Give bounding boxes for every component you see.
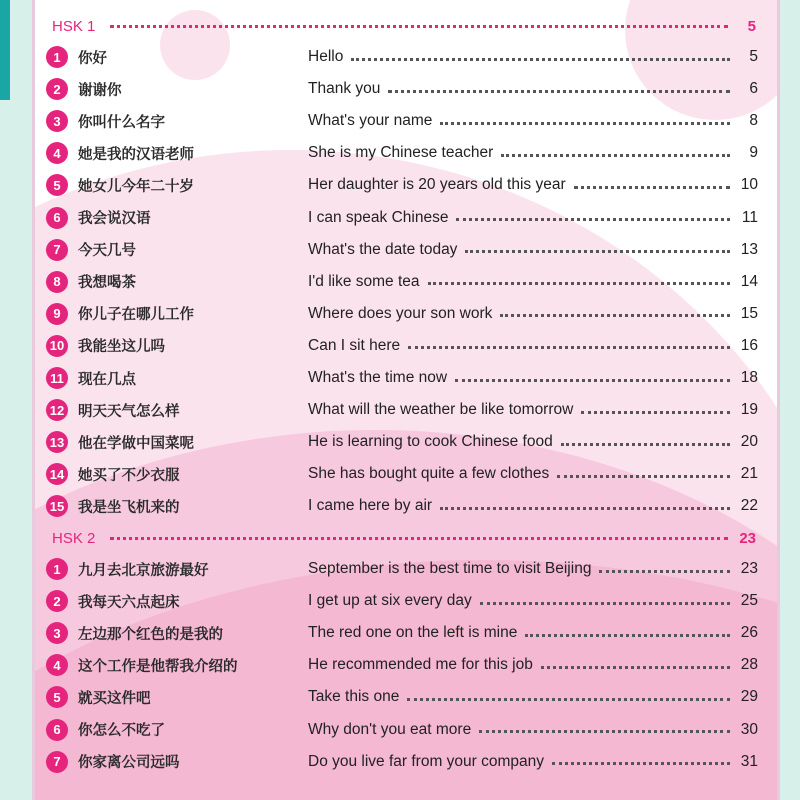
lesson-title-chinese: 就买这件吧 — [78, 690, 151, 707]
lesson-title-group — [308, 401, 758, 419]
lesson-number-badge: 2 — [46, 590, 68, 612]
lesson-title-chinese: 今天几号 — [78, 243, 136, 260]
lesson-number-badge: 14 — [46, 463, 68, 485]
lesson-page-number: 14 — [740, 272, 758, 290]
lesson-title-english: She has bought quite a few clothes — [308, 465, 550, 483]
lesson-title-english: She is my Chinese teacher — [308, 144, 494, 162]
lesson-page-number: 26 — [740, 624, 758, 642]
lesson-title-group — [308, 48, 758, 66]
lesson-row[interactable] — [46, 364, 758, 392]
dotted-leader — [480, 602, 730, 605]
lesson-title-english: Thank you — [308, 80, 381, 98]
lesson-number-badge: 3 — [46, 110, 68, 132]
lesson-row[interactable] — [46, 492, 758, 520]
lesson-number-badge: 11 — [46, 367, 68, 389]
lesson-title-english: I get up at six every day — [308, 592, 472, 610]
dotted-leader — [581, 411, 730, 414]
lesson-title-english: What will the weather be like tomorrow — [308, 401, 574, 419]
dotted-leader — [525, 634, 730, 637]
lesson-row[interactable] — [46, 396, 758, 424]
lesson-page-number: 20 — [740, 433, 758, 451]
lesson-row[interactable] — [46, 332, 758, 360]
section-page-number: 23 — [739, 529, 756, 547]
lesson-page-number: 5 — [749, 48, 758, 65]
lesson-title-english: September is the best time to visit Beijing — [308, 560, 592, 577]
lesson-title-chinese: 我是坐飞机来的 — [78, 499, 180, 516]
lesson-title-group — [308, 176, 758, 194]
lesson-title-english: Why don't you eat more — [308, 720, 472, 738]
lesson-page-number: 6 — [749, 80, 758, 98]
lesson-number-badge: 1 — [46, 46, 68, 68]
section-page-number: 5 — [747, 17, 756, 35]
lesson-title-group — [308, 80, 758, 98]
lesson-title-english: What's the time now — [308, 369, 448, 386]
lesson-row[interactable] — [46, 428, 758, 456]
lesson-row[interactable] — [46, 716, 758, 744]
lesson-title-chinese: 谢谢你 — [78, 82, 122, 99]
lesson-title-group — [308, 337, 758, 355]
section-label: HSK 1 — [52, 17, 96, 35]
dotted-leader — [110, 25, 728, 28]
lesson-title-chinese: 你怎么不吃了 — [78, 723, 165, 739]
lesson-title-english: He recommended me for this job — [308, 656, 533, 674]
lesson-title-group — [308, 465, 758, 483]
lesson-title-chinese: 他在学做中国菜呢 — [78, 435, 194, 452]
lesson-page-number: 23 — [740, 560, 758, 577]
lesson-title-group — [308, 241, 758, 259]
lesson-row[interactable] — [46, 619, 758, 647]
dotted-leader — [574, 186, 730, 189]
lesson-row[interactable] — [46, 748, 758, 776]
lesson-title-group — [308, 144, 758, 162]
lesson-title-english: He is learning to cook Chinese food — [308, 433, 553, 451]
lesson-title-chinese: 你叫什么名字 — [78, 114, 165, 131]
lesson-title-group — [308, 497, 758, 515]
lesson-row[interactable] — [46, 171, 758, 199]
lesson-row[interactable] — [46, 236, 758, 264]
dotted-leader — [388, 90, 730, 93]
dotted-leader — [599, 570, 730, 573]
lesson-page-number: 21 — [740, 465, 758, 483]
lesson-row[interactable] — [46, 204, 758, 232]
lesson-title-group — [308, 560, 758, 578]
lesson-row[interactable] — [46, 683, 758, 711]
lesson-number-badge: 5 — [46, 686, 68, 708]
dotted-leader — [455, 379, 730, 382]
lesson-title-english: Her daughter is 20 years old this year — [308, 176, 566, 194]
lesson-number-badge: 2 — [46, 78, 68, 100]
lesson-title-group — [308, 209, 758, 227]
lesson-page-number: 13 — [740, 240, 758, 258]
dotted-leader — [408, 346, 730, 349]
lesson-page-number: 30 — [740, 720, 758, 738]
lesson-page-number: 31 — [740, 752, 758, 770]
lesson-page-number: 18 — [740, 369, 758, 386]
teal-edge-strip — [0, 0, 10, 100]
lesson-title-chinese: 这个工作是他帮我介绍的 — [78, 658, 238, 675]
lesson-title-english: Where does your son work — [308, 304, 493, 322]
lesson-title-chinese: 你儿子在哪儿工作 — [78, 307, 194, 324]
lesson-title-chinese: 明天天气怎么样 — [78, 403, 180, 420]
lesson-number-badge: 4 — [46, 654, 68, 676]
dotted-leader — [500, 314, 730, 317]
lesson-title-english: I'd like some tea — [308, 272, 420, 290]
lesson-number-badge: 5 — [46, 174, 68, 196]
dotted-leader — [465, 250, 730, 253]
lesson-title-chinese: 她是我的汉语老师 — [78, 146, 194, 163]
lesson-title-english: What's your name — [308, 112, 433, 130]
dotted-leader — [501, 154, 730, 157]
lesson-title-group — [308, 688, 758, 706]
lesson-page-number: 8 — [749, 112, 758, 130]
lesson-row[interactable] — [46, 139, 758, 167]
lesson-title-chinese: 我想喝茶 — [78, 275, 136, 292]
lesson-title-group — [308, 433, 758, 451]
lesson-page-number: 29 — [740, 688, 758, 706]
lesson-title-chinese: 我能坐这儿吗 — [78, 339, 165, 356]
lesson-number-badge: 15 — [46, 495, 68, 517]
lesson-title-group — [308, 753, 758, 771]
lesson-row[interactable] — [46, 300, 758, 328]
lesson-title-chinese: 我每天六点起床 — [78, 594, 180, 611]
lesson-page-number: 22 — [740, 497, 758, 515]
lesson-title-chinese: 你好 — [78, 50, 107, 67]
lesson-title-group — [308, 721, 758, 739]
lesson-number-badge: 1 — [46, 558, 68, 580]
lesson-number-badge: 8 — [46, 271, 68, 293]
lesson-number-badge: 10 — [46, 335, 68, 357]
section-header[interactable] — [52, 15, 756, 37]
lesson-row[interactable] — [46, 268, 758, 296]
lesson-title-english: Can I sit here — [308, 336, 401, 354]
lesson-row[interactable] — [46, 555, 758, 583]
lesson-page-number: 11 — [741, 208, 758, 226]
lesson-title-chinese: 左边那个红色的是我的 — [78, 626, 223, 643]
lesson-page-number: 9 — [749, 144, 758, 162]
lesson-number-badge: 4 — [46, 142, 68, 164]
dotted-leader — [456, 218, 730, 221]
lesson-title-group — [308, 112, 758, 130]
lesson-title-group — [308, 592, 758, 610]
lesson-title-chinese: 现在几点 — [78, 371, 136, 388]
lesson-page-number: 16 — [740, 336, 758, 354]
lesson-page-number: 10 — [740, 176, 758, 194]
lesson-page-number: 19 — [740, 401, 758, 419]
lesson-title-group — [308, 624, 758, 642]
lesson-title-chinese: 九月去北京旅游最好 — [78, 562, 209, 579]
lesson-row[interactable] — [46, 43, 758, 71]
lesson-title-english: Hello — [308, 48, 344, 65]
lesson-page-number: 15 — [740, 304, 758, 322]
lesson-title-english: Take this one — [308, 688, 400, 706]
dotted-leader — [110, 537, 728, 540]
lesson-page-number: 28 — [740, 656, 758, 674]
lesson-row[interactable] — [46, 75, 758, 103]
lesson-title-chinese: 她女儿今年二十岁 — [78, 178, 194, 195]
dotted-leader — [541, 666, 730, 669]
lesson-title-chinese: 你家离公司远吗 — [78, 755, 180, 772]
lesson-title-group — [308, 369, 758, 387]
dotted-leader — [557, 475, 730, 478]
lesson-title-english: The red one on the left is mine — [308, 624, 518, 642]
dotted-leader — [552, 762, 730, 765]
lesson-number-badge: 3 — [46, 622, 68, 644]
lesson-number-badge: 6 — [46, 207, 68, 229]
dotted-leader — [440, 507, 730, 510]
lesson-number-badge: 7 — [46, 751, 68, 773]
dotted-leader — [561, 443, 730, 446]
lesson-row[interactable] — [46, 460, 758, 488]
lesson-title-group — [308, 273, 758, 291]
lesson-title-group — [308, 656, 758, 674]
section-label: HSK 2 — [52, 529, 96, 547]
lesson-title-english: Do you live far from your company — [308, 752, 545, 770]
dotted-leader — [351, 58, 730, 61]
dotted-leader — [428, 282, 730, 285]
dotted-leader — [479, 730, 730, 733]
lesson-number-badge: 12 — [46, 399, 68, 421]
lesson-row[interactable] — [46, 587, 758, 615]
dotted-leader — [407, 698, 730, 701]
lesson-number-badge: 13 — [46, 431, 68, 453]
lesson-number-badge: 6 — [46, 719, 68, 741]
lesson-row[interactable] — [46, 107, 758, 135]
lesson-row[interactable] — [46, 651, 758, 679]
lesson-page-number: 25 — [740, 592, 758, 610]
lesson-title-chinese: 她买了不少衣服 — [78, 467, 180, 484]
lesson-title-english: What's the date today — [308, 240, 458, 258]
lesson-title-english: I can speak Chinese — [308, 208, 449, 226]
lesson-number-badge: 9 — [46, 303, 68, 325]
dotted-leader — [440, 122, 730, 125]
lesson-title-chinese: 我会说汉语 — [78, 211, 151, 227]
lesson-title-group — [308, 305, 758, 323]
section-header[interactable] — [52, 527, 756, 549]
lesson-title-english: I came here by air — [308, 497, 433, 515]
lesson-number-badge: 7 — [46, 239, 68, 261]
